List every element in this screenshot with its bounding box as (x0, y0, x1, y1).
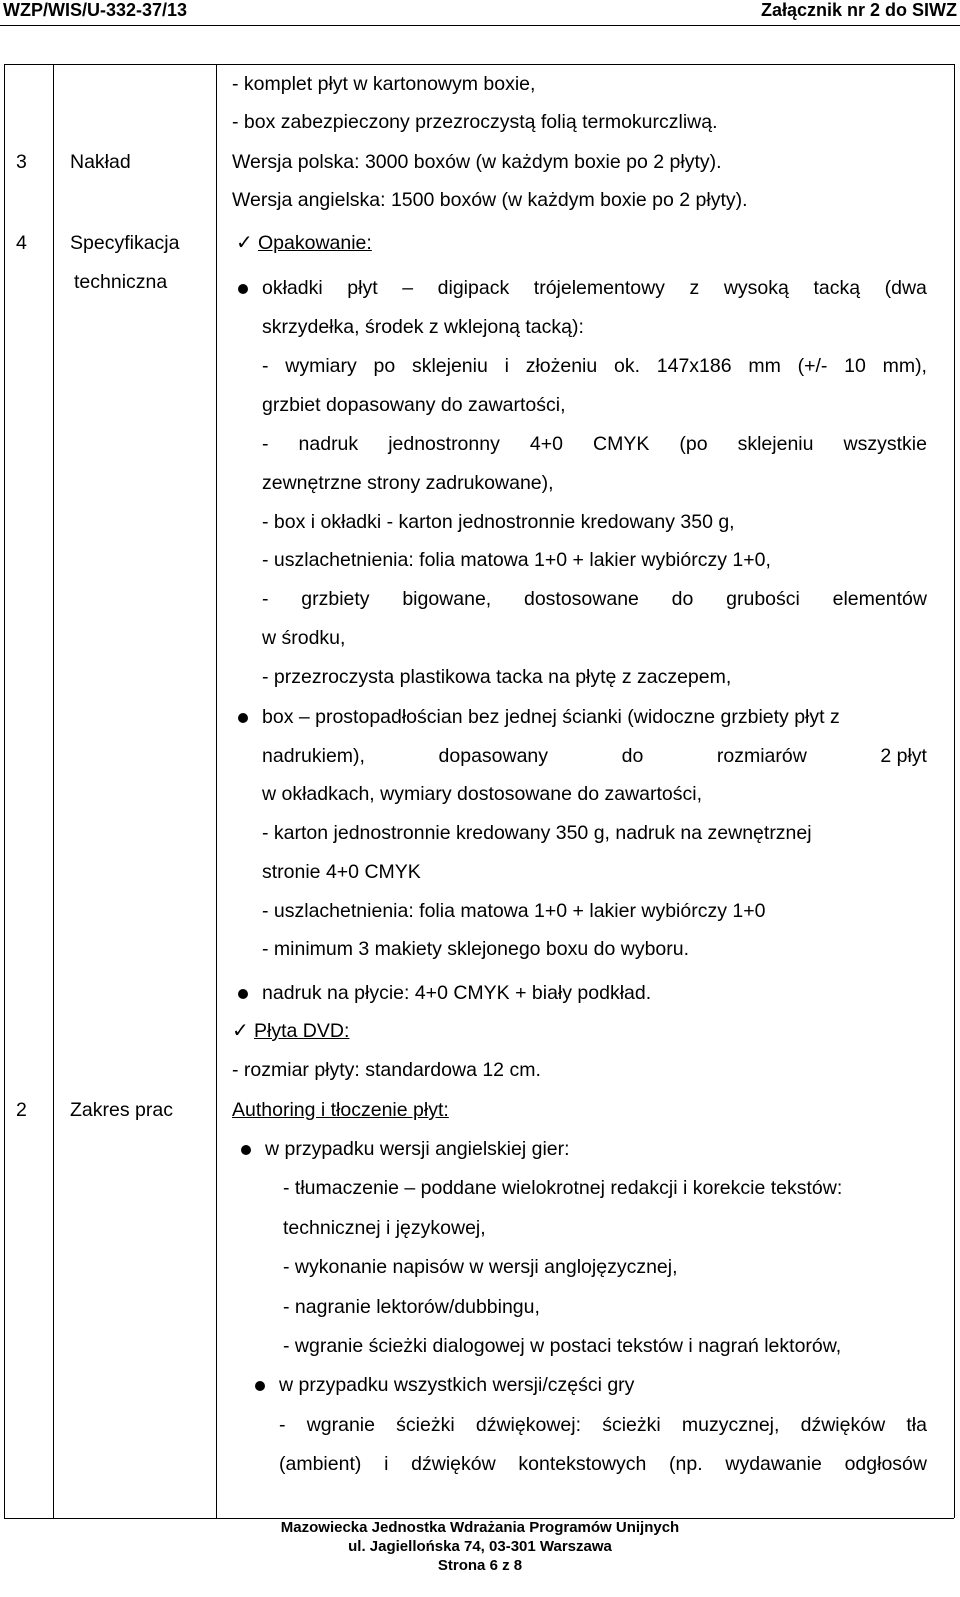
covers-spines-2: w środku, (262, 627, 346, 649)
table-border-left (4, 64, 5, 1518)
covers-finish: - uszlachetnienia: folia matowa 1+0 + lakier wybiórczy 1+0, (262, 549, 771, 571)
row-number: 4 (16, 232, 27, 254)
sound-track-line-2: (ambient) i dźwięków kontekstowych (np. wydawanie odgłosów (279, 1453, 927, 1475)
box-line-3: w okładkach, wymiary dostosowane do zawartości, (262, 783, 703, 805)
footer-address: ul. Jagiellońska 74, 03-301 Warszawa (348, 1538, 612, 1555)
top-row-line-1: - komplet płyt w kartonowym boxie, (232, 73, 536, 95)
disc-print: nadruk na płycie: 4+0 CMYK + biały podkład. (262, 982, 652, 1004)
bullet-icon (241, 1145, 251, 1155)
packaging-heading: Opakowanie: (258, 232, 372, 254)
translation-line: - tłumaczenie – poddane wielokrotnej redakcji i korekcie tekstów: (283, 1177, 843, 1199)
header-rule (0, 25, 960, 26)
covers-line-2: skrzydełka, środek z wklejoną tacką): (262, 316, 584, 338)
box-line-2: nadrukiem), dopasowany do rozmiarów 2 płyt (262, 745, 927, 767)
subtitles-line: - wykonanie napisów w wersji anglojęzycznej, (283, 1256, 678, 1278)
row-title-spec-1: Specyfikacja (70, 232, 180, 254)
page-footer (0, 1518, 960, 1575)
col-divider-1 (53, 64, 54, 1518)
top-row-line-2: - box zabezpieczony przezroczystą folią termokurczliwą. (232, 111, 718, 133)
english-version-bullet: w przypadku wersji angielskiej gier: (265, 1138, 570, 1160)
page-number: Strona 6 z 8 (437, 1557, 523, 1574)
attachment-label: Załącznik nr 2 do SIWZ (760, 0, 957, 20)
dvd-heading: Płyta DVD: (254, 1020, 350, 1042)
translation-line-2: technicznej i językowej, (283, 1217, 486, 1239)
authoring-heading: Authoring i tłoczenie płyt: (232, 1099, 449, 1121)
row-number: 3 (16, 151, 27, 173)
covers-tray: - przezroczysta plastikowa tacka na płytę z zaczepem, (262, 666, 732, 688)
bullet-icon (238, 713, 248, 723)
bullet-icon (238, 284, 248, 294)
covers-dimensions: - wymiary po sklejeniu i złożeniu ok. 147x186 mm (+/- 10 mm), (262, 355, 927, 377)
bullet-icon (255, 1381, 265, 1391)
all-versions-bullet: w przypadku wszystkich wersji/części gry (279, 1374, 635, 1396)
box-line-1: box – prostopadłościan bez jednej ścianki (widoczne grzbiety płyt z (262, 706, 840, 728)
covers-line-1: okładki płyt – digipack trójelementowy z wysoką tacką (dwa (262, 277, 927, 299)
bullet-icon (238, 989, 248, 999)
row-title-naklad: Nakład (70, 151, 131, 173)
document-reference: WZP/WIS/U-332-37/13 (3, 0, 188, 20)
row-number: 2 (16, 1099, 27, 1121)
dialogue-track-line: - wgranie ścieżki dialogowej w postaci tekstów i nagrań lektorów, (283, 1335, 842, 1357)
table-border-top (4, 64, 954, 65)
covers-spine: grzbiet dopasowany do zawartości, (262, 394, 566, 416)
dvd-size: - rozmiar płyty: standardowa 12 cm. (232, 1059, 541, 1081)
covers-print-2: zewnętrzne strony zadrukowane), (262, 472, 554, 494)
checkmark-icon: ✓ (236, 232, 253, 254)
naklad-polish: Wersja polska: 3000 boxów (w każdym boxie po 2 płyty). (232, 151, 722, 173)
page-header (0, 0, 960, 26)
box-line-7: - minimum 3 makiety sklejonego boxu do wyboru. (262, 938, 690, 960)
dubbing-line: - nagranie lektorów/dubbingu, (283, 1296, 540, 1318)
footer-organization: Mazowiecka Jednostka Wdrażania Programów Unijnych (280, 1519, 680, 1536)
covers-material: - box i okładki - karton jednostronnie kredowany 350 g, (262, 511, 735, 533)
checkmark-icon: ✓ (232, 1020, 249, 1042)
row-title-zakres: Zakres prac (70, 1099, 173, 1121)
box-line-4: - karton jednostronnie kredowany 350 g, nadruk na zewnętrznej (262, 822, 812, 844)
sound-track-line: - wgranie ścieżki dźwiękowej: ścieżki muzycznej, dźwięków tła (279, 1414, 927, 1436)
row-title-spec-2: techniczna (74, 271, 168, 293)
box-line-5: stronie 4+0 CMYK (262, 861, 421, 883)
table-border-right (954, 64, 955, 1518)
covers-print: - nadruk jednostronny 4+0 CMYK (po sklejeniu wszystkie (262, 433, 927, 455)
naklad-english: Wersja angielska: 1500 boxów (w każdym boxie po 2 płyty). (232, 189, 748, 211)
col-divider-2 (216, 64, 217, 1518)
covers-spines: - grzbiety bigowane, dostosowane do grubości elementów (262, 588, 927, 610)
box-line-6: - uszlachetnienia: folia matowa 1+0 + lakier wybiórczy 1+0 (262, 900, 766, 922)
